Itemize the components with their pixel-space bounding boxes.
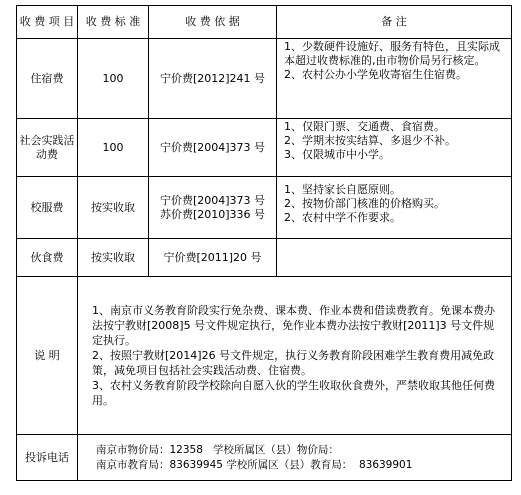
complaint-row (17, 435, 512, 481)
row-standard: 100 (78, 39, 149, 119)
header-item: 收 费 项 目 (17, 6, 78, 39)
remark-line: 2、农村中学不作要求。 (284, 211, 401, 224)
complaint-phones (78, 435, 512, 481)
explanation-label: 说 明 (17, 277, 78, 435)
row-item: 伙食费 (17, 239, 78, 277)
table-row (17, 239, 512, 277)
phone-line: 南京市教育局：83639945 学校所属区（县）教育局： 83639901 (96, 458, 413, 471)
explanation-paragraph: 2、按照宁教财[2014]26 号文件规定，执行义务教育阶段困难学生教育费用减免政策，减免项目包括社会实践活动费、住宿费。 (92, 349, 495, 377)
row-basis: 宁价费[2004]373 号 (149, 119, 277, 177)
header-remarks: 备 注 (277, 6, 512, 39)
row-basis: 宁价费[2004]373 号 苏价费[2010]336 号 (149, 177, 277, 239)
row-standard: 按实收取 (78, 177, 149, 239)
remark-line: 3、仅限城市中小学。 (284, 148, 390, 161)
complaint-label: 投诉电话 (17, 435, 78, 481)
phone-line: 南京市物价局：12358 学校所属区（县）物价局： (96, 443, 339, 456)
fee-table (16, 5, 512, 481)
table-row (17, 177, 512, 239)
row-remarks (277, 119, 512, 177)
row-standard: 100 (78, 119, 149, 177)
row-basis: 宁价费[2012]241 号 (149, 39, 277, 119)
row-item: 住宿费 (17, 39, 78, 119)
table-row (17, 39, 512, 119)
row-basis: 宁价费[2011]20 号 (149, 239, 277, 277)
row-item: 社会实践活动费 (17, 119, 78, 177)
explanation-text (78, 277, 512, 435)
remark-line: 1、仅限门票、交通费、食宿费。 (284, 120, 445, 133)
row-item: 校服费 (17, 177, 78, 239)
explanation-paragraph: 3、农村义务教育阶段学校除向自愿入伙的学生收取伙食费外，严禁收取其他任何费用。 (92, 379, 495, 407)
remark-line: 1、少数硬件设施好、服务有特色，且实际成本超过收费标准的,由市物价局另行核定。 (284, 40, 500, 67)
header-row (17, 6, 512, 39)
header-standard: 收 费 标 准 (78, 6, 149, 39)
remark-line: 1、坚持家长自愿原则。 (284, 183, 401, 196)
remark-line: 2、农村公办小学免收寄宿生住宿费。 (284, 68, 467, 81)
row-remarks (277, 177, 512, 239)
remark-line: 2、按物价部门核准的价格购买。 (284, 197, 445, 210)
explanation-row (17, 277, 512, 435)
remark-line: 2、学期末按实结算、多退少不补。 (284, 134, 456, 147)
header-basis: 收 费 依 据 (149, 6, 277, 39)
row-standard: 按实收取 (78, 239, 149, 277)
row-remarks (277, 39, 512, 119)
explanation-paragraph: 1、南京市义务教育阶段实行免杂费、课本费、作业本费和借读费教育。免课本费办法按宁教财[2008]5 号文件规定执行，免作业本费办法按宁教财[2011]3 号文件规定执行。 (92, 304, 495, 347)
row-remarks (277, 239, 512, 277)
table-row (17, 119, 512, 177)
